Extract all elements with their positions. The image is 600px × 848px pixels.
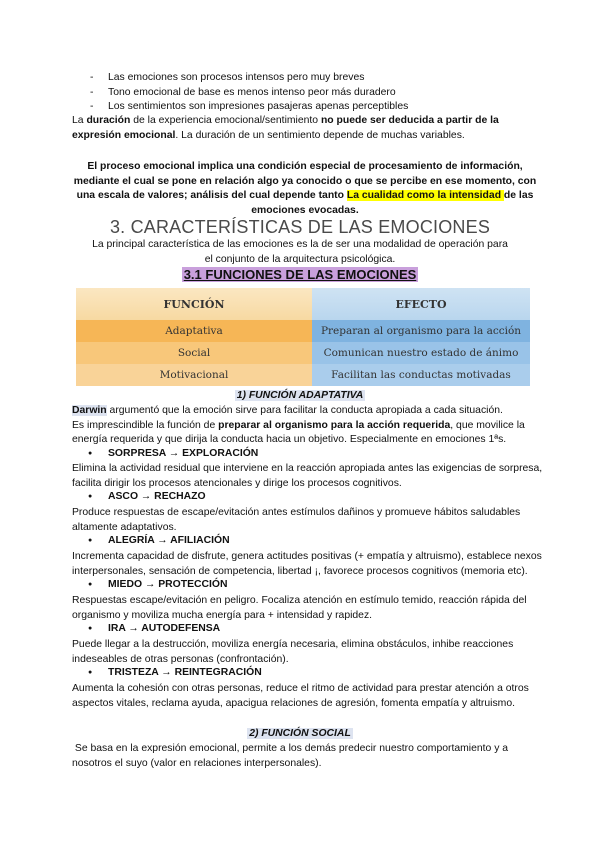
emotion-label xyxy=(90,667,262,678)
emotion-label xyxy=(90,623,220,634)
list-item: - Los sentimientos son impresiones pasajeras apenas perceptibles xyxy=(90,100,408,115)
bold-block xyxy=(60,160,550,218)
emotion-label-text: ALEGRÍA → AFILIACIÓN xyxy=(108,535,230,546)
table-cell: Adaptativa xyxy=(76,320,312,342)
text-line xyxy=(72,404,542,419)
text-line: altamente adaptativos. xyxy=(72,521,177,533)
text-line: nosotros el suyo (valor en relaciones interpersonales). xyxy=(72,757,322,769)
text-line xyxy=(72,419,542,434)
table-cell: Facilitan las conductas motivadas xyxy=(312,364,530,386)
text-line: Se basa en la expresión emocional, permite a los demás predecir nuestro comportamiento y a xyxy=(72,743,509,754)
table-cell: Preparan al organismo para la acción xyxy=(312,320,530,342)
emotion-description xyxy=(72,682,552,711)
adaptativa-title-text: 1) FUNCIÓN ADAPTATIVA xyxy=(236,390,364,401)
social-title-text: 2) FUNCIÓN SOCIAL xyxy=(249,728,351,739)
list-item: - Tono emocional de base es menos intenso peor más duradero xyxy=(90,86,408,101)
emotion-label-text: ASCO → RECHAZO xyxy=(108,491,206,502)
bold-text: preparar al organismo para la acción requerida xyxy=(218,419,451,431)
text-line: energía requerida y que dirija la conducta hacia un objetivo. Especialmente en emociones 1ªs. xyxy=(72,434,507,446)
social-paragraph xyxy=(72,742,552,771)
emotion-label xyxy=(90,491,206,502)
intro-list xyxy=(90,71,408,115)
text: de las xyxy=(503,190,534,202)
table-row xyxy=(76,320,530,342)
text-line: organismo y moviliza mucha energía para + intensidad y rapidez. xyxy=(72,609,373,621)
text-line: indeseables de otras personas (confrontación). xyxy=(72,653,289,665)
table-header: FUNCIÓN xyxy=(76,288,312,320)
bold-text: duración xyxy=(86,115,131,126)
table-cell: Comunican nuestro estado de ánimo xyxy=(312,342,530,364)
emotion-label-text: TRISTEZA → REINTEGRACIÓN xyxy=(108,667,262,678)
emotion-label-text: SORPRESA → EXPLORACIÓN xyxy=(108,448,259,459)
darwin-name: Darwin xyxy=(72,405,107,416)
text-line: Puede llegar a la destrucción, moviliza energía necesaria, elimina obstáculos, inhibe reacciones xyxy=(72,639,514,650)
emotion-label-text: IRA → AUTODEFENSA xyxy=(108,623,221,634)
highlighted-text: La cualidad como la intensidad xyxy=(346,190,504,202)
adaptativa-title xyxy=(0,390,600,401)
emotion-description xyxy=(72,462,552,491)
table-header-row xyxy=(76,288,530,320)
emotion-label xyxy=(90,448,258,459)
table-row xyxy=(76,364,530,386)
text: una escala de valores; análisis del cual depende tanto xyxy=(76,190,347,202)
table-cell: Social xyxy=(76,342,312,364)
section-3-title: 3. CARACTERÍSTICAS DE LAS EMOCIONES xyxy=(109,217,491,237)
text: argumentó que la emoción sirve para facilitar la conducta apropiada a cada situación. xyxy=(106,405,503,416)
emotion-label-text: MIEDO → PROTECCIÓN xyxy=(108,579,228,590)
adaptativa-paragraph xyxy=(72,404,542,448)
section-31-title-text: 3.1 FUNCIONES DE LAS EMOCIONES xyxy=(183,267,417,282)
text-line: aspectos vitales, reclama ayuda, apacigua relaciones de agresión, fomenta empatía y altruismo. xyxy=(72,697,515,709)
functions-table xyxy=(76,288,530,386)
section-3-text xyxy=(70,238,530,267)
text-line: facilita dirigir los procesos atencionales y dirige los procesos cognitivos. xyxy=(72,477,402,489)
emotion-description xyxy=(72,638,552,667)
text-line: Aumenta la cohesión con otras personas, reduce el ritmo de actividad para prestar atención a otros xyxy=(72,683,529,694)
table-cell: Motivacional xyxy=(76,364,312,386)
table-row xyxy=(76,342,530,364)
bold-line xyxy=(60,189,550,204)
bold-text: expresión emocional xyxy=(72,129,176,141)
text-line: el conjunto de la arquitectura psicológica. xyxy=(204,253,396,265)
section-31-title xyxy=(0,266,600,284)
bold-line: El proceso emocional implica una condición especial de procesamiento de información, xyxy=(87,161,523,172)
text-line: Respuestas escape/evitación en peligro. Focaliza atención en estímulo temido, reacción rápida del xyxy=(72,595,527,606)
text: Es imprescindible la función de xyxy=(72,419,219,431)
text-line: interpersonales, sensación de competencia, libertad ¡, favorece procesos cognitivos (memoria etc). xyxy=(72,565,528,577)
text: de la experiencia emocional/sentimiento xyxy=(130,115,321,126)
text: La xyxy=(72,115,87,126)
text: . La duración de un sentimiento depende de muchas variables. xyxy=(175,129,465,141)
bold-line: emociones evocadas. xyxy=(251,204,359,216)
duration-paragraph xyxy=(72,114,542,143)
social-title xyxy=(0,728,600,739)
text-line: La principal característica de las emociones es la de ser una modalidad de operación para xyxy=(92,239,508,250)
emotion-description xyxy=(72,506,552,535)
table-header: EFECTO xyxy=(312,288,530,320)
emotion-label xyxy=(90,579,228,590)
bold-text: no puede ser deducida a partir de la xyxy=(320,115,499,126)
list-item: - Las emociones son procesos intensos pero muy breves xyxy=(90,71,408,86)
emotion-description xyxy=(72,594,552,623)
text-line: Elimina la actividad residual que interviene en la reacción apropiada antes las exigencias de sorpresa, xyxy=(72,463,543,474)
emotion-label xyxy=(90,535,230,546)
text: , que movilice la xyxy=(450,419,525,431)
text-line: Incrementa capacidad de disfrute, genera actitudes positivas (+ empatía y altruismo), establece nexos xyxy=(72,551,542,562)
text-line: Produce respuestas de escape/evitación antes estímulos dañinos y promueve hábitos saludables xyxy=(72,507,521,518)
bold-line: mediante el cual se pone en relación algo ya conocido o que se percibe en ese momento, con xyxy=(73,175,537,187)
emotion-description xyxy=(72,550,552,579)
